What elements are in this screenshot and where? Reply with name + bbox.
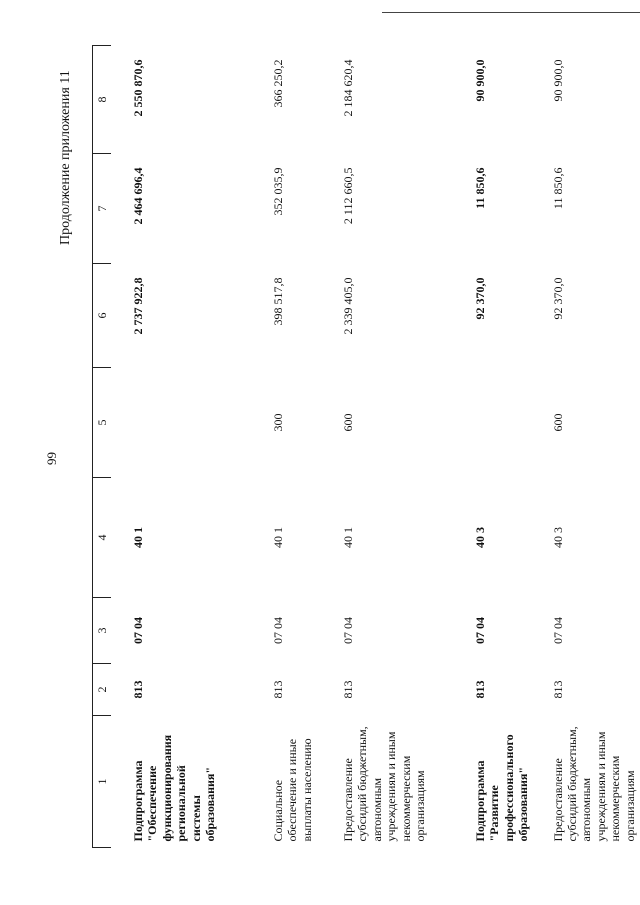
cell-expense-type: 300 <box>271 413 285 432</box>
cell-amount-8: 366 250,2 <box>271 59 285 108</box>
header-cell: 5 <box>93 368 112 478</box>
cell-expense-type: 600 <box>341 413 355 432</box>
row-name-cell: Предоставление субсидий бюджетным, автономным учреждениям и иным некоммерческим организациям <box>550 726 637 842</box>
row-name-cell: Социальное обеспечение и иные выплаты населению <box>271 738 314 842</box>
page-number: 99 <box>44 452 59 465</box>
cell-section: 07 04 <box>131 617 145 644</box>
cell-amount-6: 92 370,0 <box>550 277 565 320</box>
header-cell: 2 <box>93 664 112 716</box>
header-row <box>93 46 112 848</box>
cell-amount-7: 2 112 660,5 <box>341 167 355 225</box>
cell-amount-7: 11 850,6 <box>473 167 487 209</box>
cell-section: 07 04 <box>550 617 565 644</box>
cell-program: 40 3 <box>550 527 565 548</box>
cell-amount-7: 11 850,6 <box>550 167 565 210</box>
cell-amount-6: 2 339 405,0 <box>341 277 355 335</box>
cell-ministry: 813 <box>473 680 487 699</box>
cell-program: 40 1 <box>131 527 145 548</box>
header-cell: 7 <box>93 154 112 264</box>
header-cell: 3 <box>93 598 112 664</box>
cell-ministry: 813 <box>341 680 355 699</box>
cell-amount-8: 90 900,0 <box>550 59 565 102</box>
cell-amount-6: 92 370,0 <box>473 277 487 320</box>
cell-program: 40 3 <box>473 527 487 548</box>
cell-program: 40 1 <box>271 527 285 548</box>
cell-amount-7: 2 464 696,4 <box>131 167 145 225</box>
table-row <box>251 46 321 848</box>
cell-section: 07 04 <box>341 617 355 644</box>
cell-amount-7: 352 035,9 <box>271 167 285 216</box>
header-cell: 1 <box>93 716 112 848</box>
continuation-heading: Продолжение приложения 11 <box>58 70 73 245</box>
cell-section: 07 04 <box>271 617 285 644</box>
cell-ministry: 813 <box>550 680 565 699</box>
cell-expense-type <box>453 368 531 478</box>
cell-ministry: 813 <box>271 680 285 699</box>
table-row <box>111 46 251 848</box>
cell-expense-type <box>111 368 251 478</box>
row-name-cell: Подпрограмма "Обеспечение функционирования региональной системы образования" <box>131 734 217 842</box>
budget-table <box>92 45 640 848</box>
table-row <box>531 46 640 848</box>
cell-expense-type: 600 <box>550 413 565 432</box>
table-row <box>453 46 531 848</box>
row-name-cell: Предоставление субсидий бюджетным, автономным учреждениям и иным некоммерческим организациям <box>341 726 427 842</box>
cell-program: 40 1 <box>341 527 355 548</box>
cell-amount-8: 2 184 620,4 <box>341 59 355 117</box>
row-name-cell: Подпрограмма "Развитие профессионального образования" <box>473 734 531 842</box>
table-row <box>321 46 453 848</box>
cell-section: 07 04 <box>473 617 487 644</box>
cell-amount-6: 2 737 922,8 <box>131 277 145 335</box>
header-cell: 6 <box>93 264 112 368</box>
cell-amount-6: 398 517,8 <box>271 277 285 326</box>
cell-amount-8: 90 900,0 <box>473 59 487 102</box>
cell-amount-8: 2 550 870,6 <box>131 59 145 117</box>
cell-ministry: 813 <box>131 680 145 699</box>
header-cell: 8 <box>93 46 112 154</box>
header-cell: 4 <box>93 478 112 598</box>
